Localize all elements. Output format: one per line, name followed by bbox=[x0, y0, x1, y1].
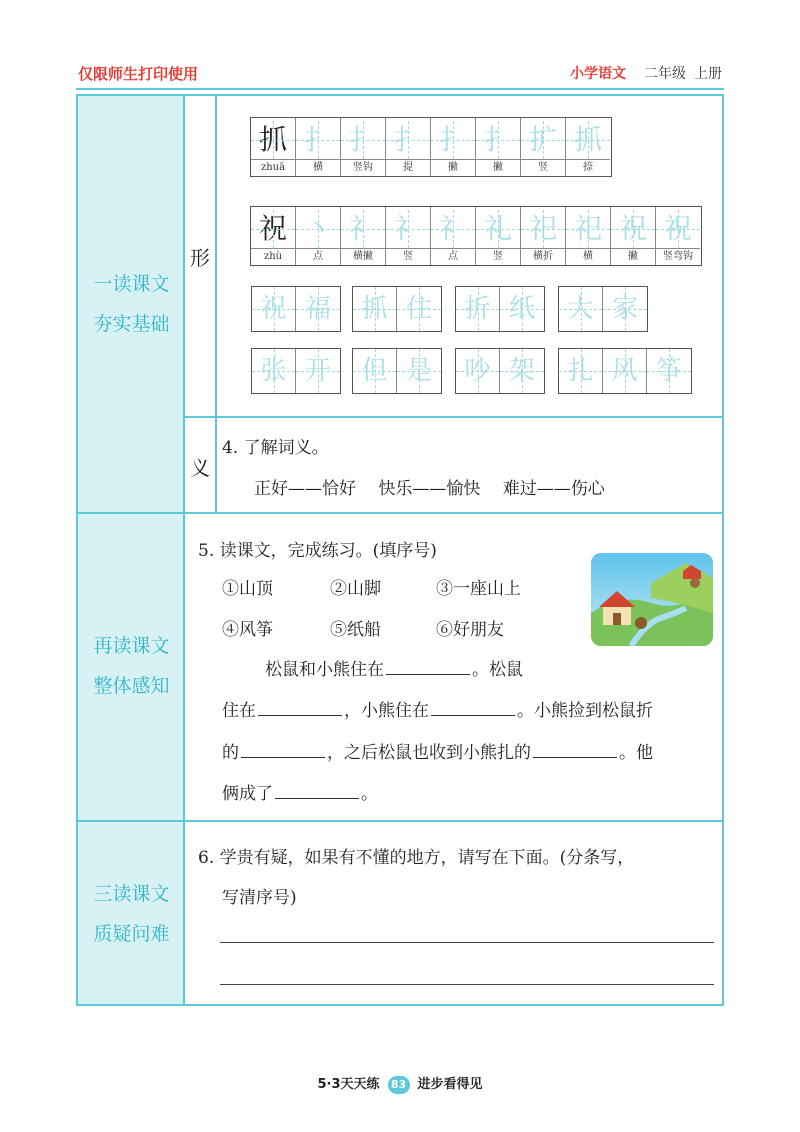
stroke-cell bbox=[521, 207, 566, 265]
word-box bbox=[558, 348, 692, 394]
stroke-name: 横 bbox=[566, 248, 610, 265]
header-meta bbox=[562, 63, 722, 83]
stroke-name: 横撇 bbox=[341, 248, 385, 265]
label-column bbox=[78, 96, 185, 1004]
answer-blank[interactable] bbox=[241, 740, 325, 758]
header-notice: 仅限师生打印使用 bbox=[78, 65, 199, 83]
q5-text: ，小熊住在 bbox=[344, 701, 429, 721]
stroke-name: 竖弯钩 bbox=[656, 248, 700, 265]
stroke-order-zhu bbox=[250, 206, 702, 266]
stroke-cell bbox=[521, 118, 566, 176]
section3-label-line1: 三读课文 bbox=[93, 883, 170, 905]
word-char: 筝 bbox=[647, 349, 691, 393]
stroke-cell bbox=[611, 207, 656, 265]
stroke-step: 扌 bbox=[296, 121, 340, 159]
stroke-cell bbox=[431, 207, 476, 265]
footer bbox=[0, 1073, 800, 1094]
stroke-name: 提 bbox=[386, 159, 430, 176]
answer-blank[interactable] bbox=[258, 698, 342, 716]
stroke-cell bbox=[251, 118, 296, 176]
stroke-step: 扌 bbox=[341, 121, 385, 159]
section1-label-line2: 夯实基础 bbox=[93, 313, 170, 335]
stroke-cell bbox=[251, 207, 296, 265]
q5-option-1: ①山顶 bbox=[222, 579, 273, 599]
stroke-step: 礻 bbox=[341, 210, 385, 248]
stroke-cell bbox=[386, 118, 431, 176]
stroke-cell bbox=[341, 118, 386, 176]
stroke-step: 礻 bbox=[386, 210, 430, 248]
squirrel bbox=[690, 578, 700, 588]
word-char: 祝 bbox=[252, 287, 296, 331]
answer-line[interactable] bbox=[220, 942, 714, 943]
q5-text: 俩成了 bbox=[222, 784, 273, 804]
q5-option-3: ③一座山上 bbox=[436, 579, 521, 599]
stroke-cell bbox=[476, 118, 521, 176]
q5-text: 的 bbox=[222, 743, 239, 763]
form-label: 形 bbox=[190, 246, 210, 270]
stroke-name: 横折 bbox=[521, 248, 565, 265]
word-char: 折 bbox=[456, 287, 500, 331]
stroke-cell bbox=[341, 207, 386, 265]
row-separator bbox=[78, 820, 722, 822]
header-grade: 二年级 bbox=[644, 66, 686, 82]
q5-option-2: ②山脚 bbox=[330, 579, 381, 599]
section3-label-line2: 质疑问难 bbox=[93, 923, 170, 945]
q5-text: 。松鼠 bbox=[472, 660, 523, 680]
stroke-step: 扩 bbox=[521, 121, 565, 159]
stroke-name: 撇 bbox=[611, 248, 655, 265]
q5-option-6: ⑥好朋友 bbox=[436, 620, 504, 640]
stroke-pinyin: zhuā bbox=[251, 159, 295, 176]
stroke-cell bbox=[296, 207, 341, 265]
q5-text: 。他 bbox=[619, 743, 653, 763]
page-number: 83 bbox=[388, 1076, 410, 1094]
stroke-main-char: 祝 bbox=[251, 210, 295, 248]
word-char: 福 bbox=[296, 287, 340, 331]
word-char: 吵 bbox=[456, 349, 500, 393]
stroke-step: 扌 bbox=[431, 121, 475, 159]
word-char: 家 bbox=[603, 287, 647, 331]
header-rule bbox=[76, 88, 724, 90]
footer-brand: 5·3天天练 bbox=[317, 1077, 380, 1092]
word-box bbox=[558, 286, 648, 332]
word-char: 抓 bbox=[353, 287, 397, 331]
stroke-name: 点 bbox=[296, 248, 340, 265]
footer-slogan: 进步看得见 bbox=[417, 1077, 483, 1092]
stroke-cell bbox=[566, 207, 611, 265]
stroke-name: 撇 bbox=[476, 159, 520, 176]
stroke-step: 祀 bbox=[566, 210, 610, 248]
q5-text: 。 bbox=[361, 784, 378, 804]
word-char: 住 bbox=[397, 287, 441, 331]
meaning-label: 义 bbox=[190, 456, 210, 480]
stroke-step: 礻 bbox=[431, 210, 475, 248]
word-char: 架 bbox=[500, 349, 544, 393]
stroke-cell bbox=[431, 118, 476, 176]
word-box bbox=[251, 348, 341, 394]
header-subject: 小学语文 bbox=[570, 66, 626, 82]
word-char: 是 bbox=[397, 349, 441, 393]
stroke-cell bbox=[386, 207, 431, 265]
q5-text: 松鼠和小熊住在 bbox=[265, 660, 384, 680]
stroke-step: 祝 bbox=[656, 210, 700, 248]
sub-column-divider bbox=[215, 96, 217, 512]
word-char: 张 bbox=[252, 349, 296, 393]
header-volume: 上册 bbox=[694, 66, 722, 82]
answer-blank[interactable] bbox=[386, 657, 470, 675]
house-door bbox=[613, 613, 621, 625]
section2-label-line2: 整体感知 bbox=[93, 675, 170, 697]
stroke-pinyin: zhù bbox=[251, 248, 295, 265]
word-char: 风 bbox=[603, 349, 647, 393]
stroke-name: 竖 bbox=[521, 159, 565, 176]
section2-label-line1: 再读课文 bbox=[93, 635, 170, 657]
q5-sentence-line3 bbox=[222, 738, 653, 763]
q5-text: ，之后松鼠也收到小熊扎的 bbox=[327, 743, 531, 763]
stroke-cell bbox=[656, 207, 701, 265]
stroke-name: 竖 bbox=[476, 248, 520, 265]
word-box bbox=[455, 348, 545, 394]
word-char: 扎 bbox=[559, 349, 603, 393]
stroke-cell bbox=[566, 118, 611, 176]
q5-option-5: ⑤纸船 bbox=[330, 620, 381, 640]
stroke-name: 撇 bbox=[431, 159, 475, 176]
stroke-name: 捺 bbox=[566, 159, 610, 176]
stroke-step: 扌 bbox=[386, 121, 430, 159]
q5-sentence-line4 bbox=[222, 779, 378, 804]
stroke-name: 竖 bbox=[386, 248, 430, 265]
q5-text: 住在 bbox=[222, 701, 256, 721]
stroke-step: 丶 bbox=[296, 210, 340, 248]
q5-sentence-line1 bbox=[265, 655, 523, 680]
answer-blank[interactable] bbox=[533, 740, 617, 758]
q5-sentence-line2 bbox=[222, 696, 653, 721]
q6-line2: 写清序号) bbox=[222, 888, 297, 908]
q5-option-4: ④风筝 bbox=[222, 620, 273, 640]
stroke-step: 扌 bbox=[476, 121, 520, 159]
word-char: 纸 bbox=[500, 287, 544, 331]
stroke-step: 祝 bbox=[611, 210, 655, 248]
word-box bbox=[251, 286, 341, 332]
illustration-svg bbox=[591, 553, 713, 646]
row-separator bbox=[78, 512, 722, 514]
stroke-name: 横 bbox=[296, 159, 340, 176]
answer-blank[interactable] bbox=[431, 698, 515, 716]
sub-separator bbox=[185, 416, 722, 418]
stroke-step: 抓 bbox=[566, 121, 610, 159]
section1-label-line1: 一读课文 bbox=[93, 273, 170, 295]
word-box bbox=[352, 348, 442, 394]
answer-blank[interactable] bbox=[275, 781, 359, 799]
q6-line1: 6. 学贵有疑，如果有不懂的地方，请写在下面。(分条写， bbox=[198, 848, 635, 868]
word-box bbox=[352, 286, 442, 332]
q4-title: 4. 了解词义。 bbox=[222, 438, 329, 458]
word-char: 但 bbox=[353, 349, 397, 393]
stroke-cell bbox=[476, 207, 521, 265]
q5-title: 5. 读课文，完成练习。(填序号) bbox=[198, 541, 437, 561]
stroke-cell bbox=[296, 118, 341, 176]
word-box bbox=[455, 286, 545, 332]
stroke-name: 点 bbox=[431, 248, 475, 265]
word-char: 开 bbox=[296, 349, 340, 393]
q5-text: 。小熊捡到松鼠折 bbox=[517, 701, 653, 721]
answer-line[interactable] bbox=[220, 984, 714, 985]
word-char: 大 bbox=[559, 287, 603, 331]
story-illustration bbox=[591, 553, 713, 646]
stroke-name: 竖钩 bbox=[341, 159, 385, 176]
bear bbox=[635, 617, 647, 629]
q4-pairs: 正好——恰好 快乐——愉快 难过——伤心 bbox=[254, 479, 605, 499]
stroke-step: 祀 bbox=[521, 210, 565, 248]
stroke-main-char: 抓 bbox=[251, 121, 295, 159]
stroke-order-zhua bbox=[250, 117, 612, 177]
stroke-step: 礼 bbox=[476, 210, 520, 248]
